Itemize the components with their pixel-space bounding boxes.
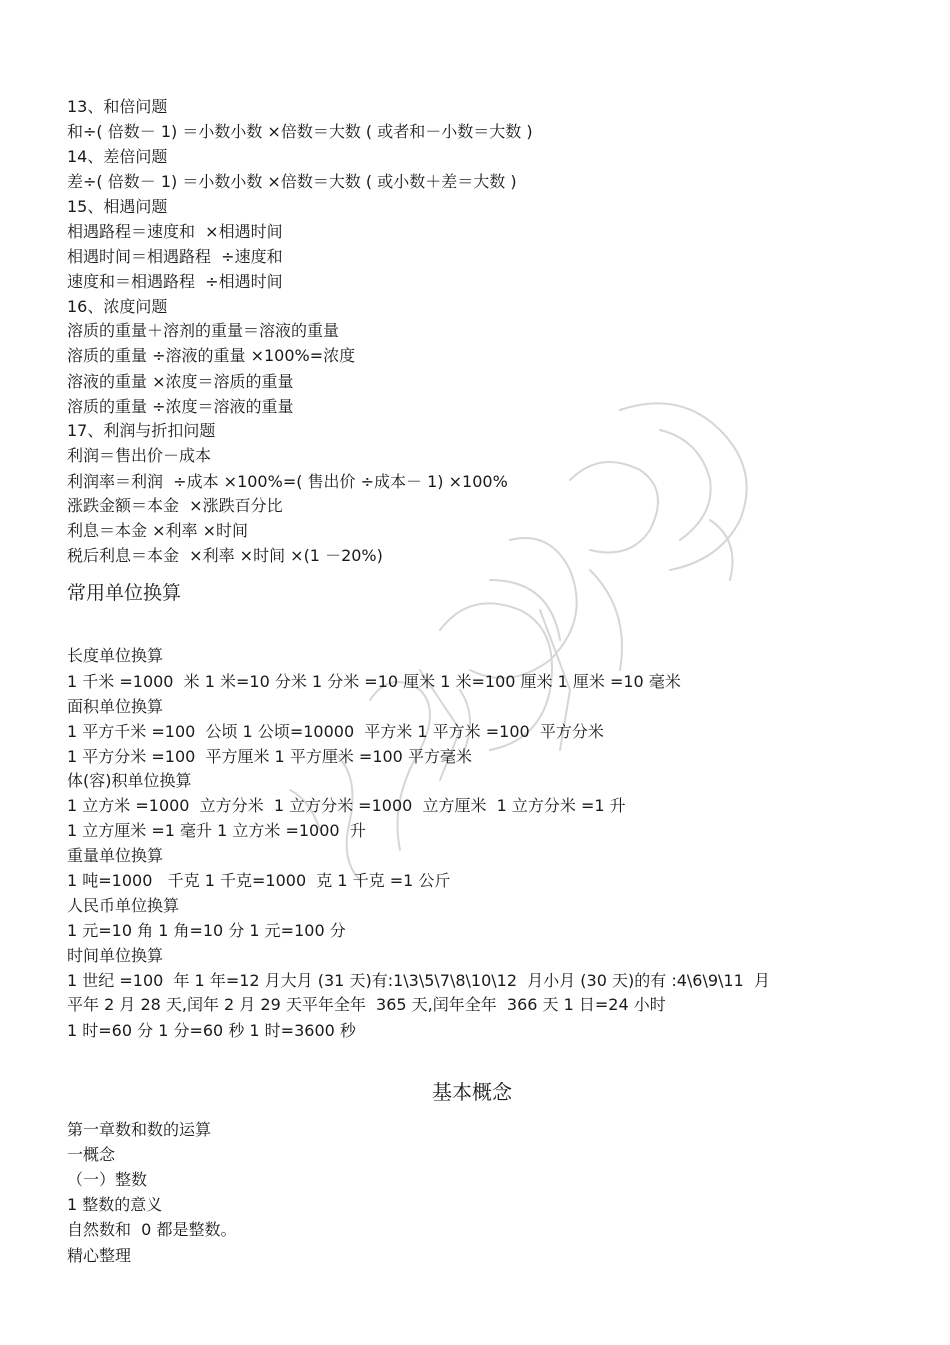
unit-line: 面积单位换算 [67,697,164,716]
unit-line: 1 立方米 =1000 立方分米 1 立方分米 =1000 立方厘米 1 立方分米 =1 升 [67,796,626,815]
concept-line: 精心整理 [67,1246,132,1265]
unit-line: 1 立方厘米 =1 毫升 1 立方米 =1000 升 [67,821,366,840]
unit-line: 长度单位换算 [67,646,164,665]
formula-line: 和÷( 倍数－ 1) ＝小数小数 ×倍数＝大数 ( 或者和－小数＝大数 ) [67,122,533,141]
formula-line: 相遇路程＝速度和 ×相遇时间 [67,222,283,241]
unit-line: 1 世纪 =100 年 1 年=12 月大月 (31 天)有:1\3\5\7\8\10\12 月小月 (30 天)的有 :4\6\9\11 月 [67,971,770,990]
concept-line: 第一章数和数的运算 [67,1120,212,1139]
concept-line: 自然数和 0 都是整数。 [67,1220,237,1239]
unit-line: 时间单位换算 [67,946,164,965]
formula-line: 利润＝售出价－成本 [67,446,212,465]
unit-line: 1 平方千米 =100 公顷 1 公顷=10000 平方米 1 平方米 =100 平方分米 [67,722,604,741]
section-heading-units: 常用单位换算 [67,582,182,604]
concept-line: 一概念 [67,1145,116,1164]
unit-line: 1 元=10 角 1 角=10 分 1 元=100 分 [67,921,346,940]
unit-line: 1 吨=1000 千克 1 千克=1000 克 1 千克 =1 公斤 [67,871,451,890]
formula-line: 溶质的重量＋溶剂的重量＝溶液的重量 [67,321,340,340]
section-title-concepts: 基本概念 [432,1080,512,1104]
unit-line: 平年 2 月 28 天,闰年 2 月 29 天平年全年 365 天,闰年全年 366 天 1 日=24 小时 [67,995,666,1014]
unit-line: 体(容)积单位换算 [67,771,192,790]
formula-line: 17、利润与折扣问题 [67,421,216,440]
formula-line: 溶液的重量 ×浓度＝溶质的重量 [67,372,294,391]
unit-line: 1 时=60 分 1 分=60 秒 1 时=3600 秒 [67,1021,356,1040]
formula-line: 14、差倍问题 [67,147,168,166]
formula-line: 利息＝本金 ×利率 ×时间 [67,521,248,540]
unit-line: 重量单位换算 [67,846,164,865]
formula-line: 利润率＝利润 ÷成本 ×100%=( 售出价 ÷成本－ 1) ×100% [67,472,508,491]
unit-line: 1 千米 =1000 米 1 米=10 分米 1 分米 =10 厘米 1 米=100 厘米 1 厘米 =10 毫米 [67,672,681,691]
concept-line: （一）整数 [67,1170,148,1189]
formula-line: 16、浓度问题 [67,297,168,316]
formula-line: 相遇时间＝相遇路程 ÷速度和 [67,247,283,266]
formula-line: 速度和＝相遇路程 ÷相遇时间 [67,272,283,291]
unit-line: 人民币单位换算 [67,896,180,915]
formula-line: 15、相遇问题 [67,197,168,216]
formula-line: 涨跌金额＝本金 ×涨跌百分比 [67,496,283,515]
formula-line: 税后利息＝本金 ×利率 ×时间 ×(1 －20%) [67,546,383,565]
formula-line: 13、和倍问题 [67,97,168,116]
formula-line: 溶质的重量 ÷浓度＝溶液的重量 [67,397,294,416]
formula-line: 差÷( 倍数－ 1) ＝小数小数 ×倍数＝大数 ( 或小数＋差＝大数 ) [67,172,517,191]
concept-line: 1 整数的意义 [67,1195,163,1214]
unit-line: 1 平方分米 =100 平方厘米 1 平方厘米 =100 平方毫米 [67,747,472,766]
formula-line: 溶质的重量 ÷溶液的重量 ×100%=浓度 [67,346,356,365]
